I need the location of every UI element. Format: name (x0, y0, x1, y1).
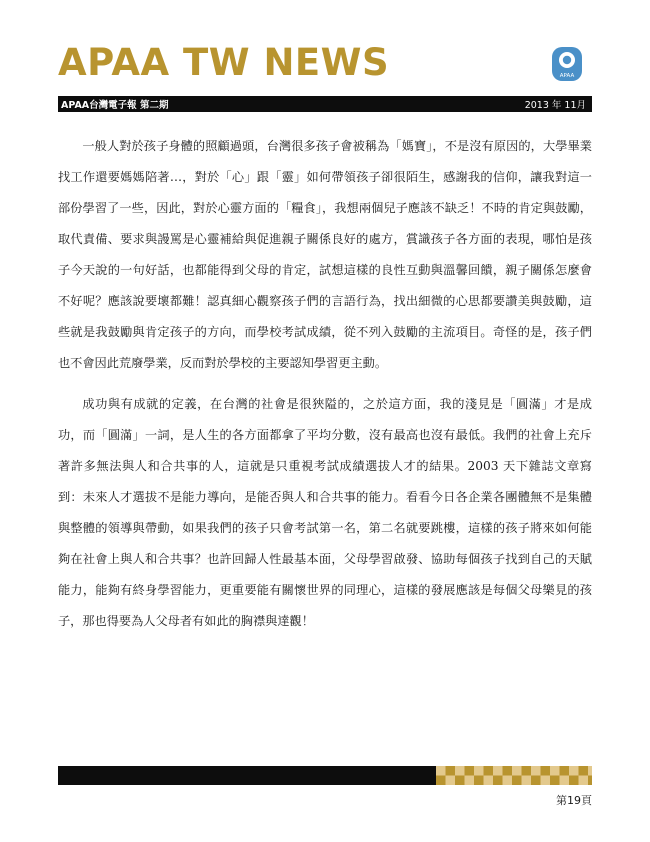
svg-text:APAA: APAA (559, 73, 575, 79)
page-number: 第19頁 (556, 794, 592, 807)
issue-header-bar (58, 96, 592, 112)
article-body (58, 131, 592, 647)
article-paragraph: 一般人對於孩子身體的照顧過頭，台灣很多孩子會被稱為「媽寶」，不是沒有原因的，大學畢業找工作還要媽媽陪著…，對於「心」跟「靈」如何帶領孩子卻很陌生，感謝我的信仰，讓我對這一部份學習了一些，因此，對於心靈方面的「糧食」，我想兩個兒子應該不缺乏！不時的肯定與鼓勵，取代責備、要求與謾罵是心靈補給與促進親子關係良好的處方，賞識孩子各方面的表現，哪怕是孩子今天說的一句好話，也都能得到父母的肯定，試想這樣的良性互動與溫馨回饋，親子關係怎麼會不好呢？應該說要壞都難！認真細心觀察孩子們的言語行為，找出細微的心思都要讚美與鼓勵，這些就是我鼓勵與肯定孩子的方向，而學校考試成績，從不列入鼓勵的主流項目。奇怪的是，孩子們也不會因此荒廢學業，反而對於學校的主要認知學習更主動。 (58, 139, 592, 370)
apaa-logo (551, 46, 583, 82)
footer-decorative-bar (58, 766, 592, 785)
footer-checker-pattern (436, 766, 592, 785)
article-paragraph: 成功與有成就的定義，在台灣的社會是很狹隘的，之於這方面，我的淺見是「圓滿」才是成功，而「圓滿」一詞，是人生的各方面都拿了平均分數，沒有最高也沒有最低。我們的社會上充斥著許多無法與人和合共事的人，這就是只重視考試成績選拔人才的結果。2003 天下雜誌文章寫到：未來人才選拔不是能力導向，是能否與人和合共事的能力。看看今日各企業各團體無不是集體與整體的領導與帶動，如果我們的孩子只會考試第一名，第二名就要跳樓，這樣的孩子將來如何能夠在社會上與人和合共事？也許回歸人性最基本面，父母學習啟發、協助每個孩子找到自己的天賦能力，能夠有終身學習能力，更重要能有關懷世界的同理心，這樣的發展應該是每個父母樂見的孩子，那也得要為人父母者有如此的胸襟與達觀！ (58, 397, 592, 628)
issue-label: APAA台灣電子報 第二期 (61, 100, 169, 111)
footer-black-band (58, 766, 436, 785)
masthead-title: APAA TW NEWS (58, 41, 390, 84)
issue-date: 2013 年 11月 (524, 100, 586, 111)
